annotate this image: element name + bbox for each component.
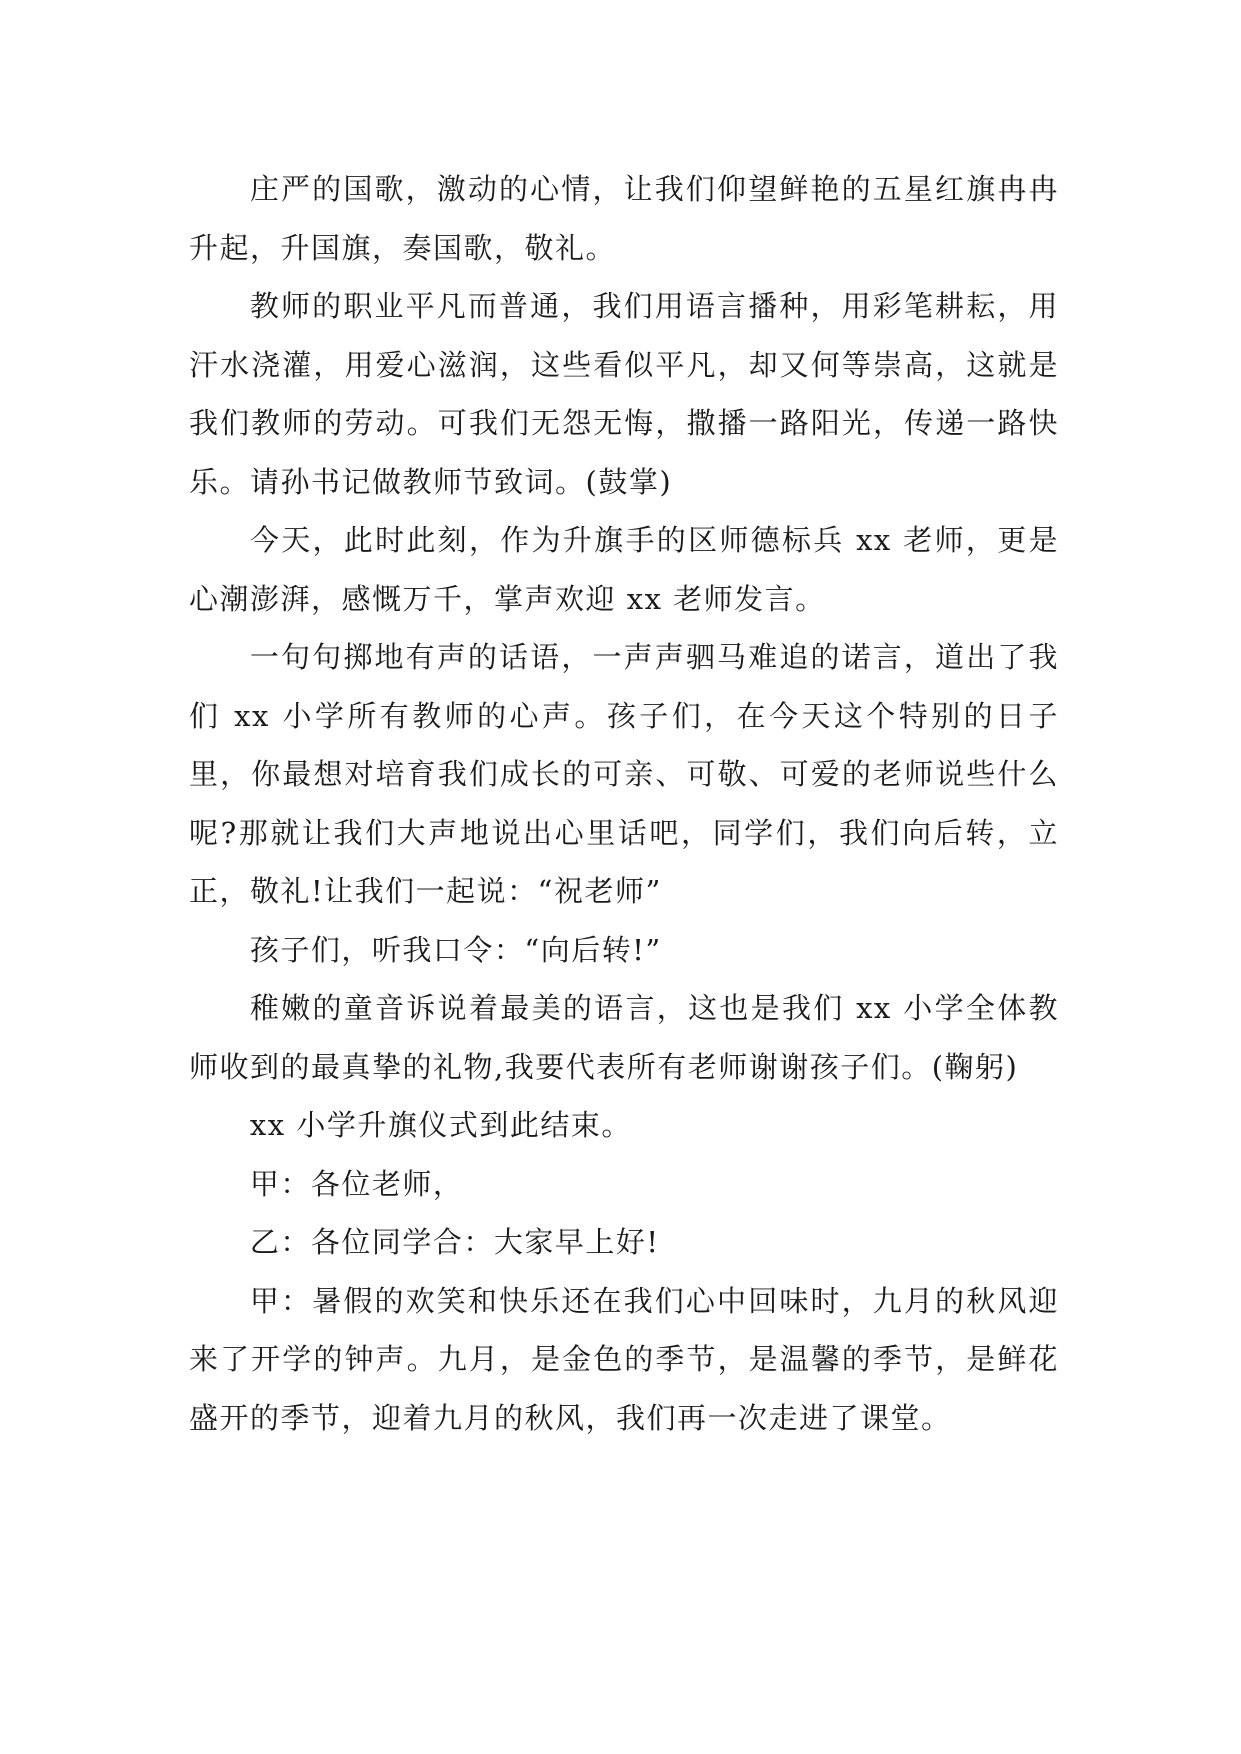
paragraph: 庄严的国歌，激动的心情，让我们仰望鲜艳的五星红旗冉冉升起，升国旗，奏国歌，敬礼。 [189,172,1059,265]
document-body [189,160,1059,1447]
paragraph: 今天，此时此刻，作为升旗手的区师德标兵 xx 老师，更是心潮澎湃，感慨万千，掌声欢迎 xx 老师发言。 [189,523,1059,616]
paragraph: 稚嫩的童音诉说着最美的语言，这也是我们 xx 小学全体教师收到的最真挚的礼物,我要代表所有老师谢谢孩子们。(鞠躬) [189,991,1059,1084]
paragraph: 甲：各位老师， [249,1166,464,1201]
paragraph: xx 小学升旗仪式到此结束。 [249,1108,632,1142]
paragraph: 教师的职业平凡而普通，我们用语言播种，用彩笔耕耘，用汗水浇灌，用爱心滋润，这些看似平凡，却又何等崇高，这就是我们教师的劳动。可我们无怨无悔，撒播一路阳光，传递一路快乐。请孙书记做教师节致词。(鼓掌) [189,289,1059,499]
paragraph: 乙：各位同学合：大家早上好! [249,1225,660,1259]
paragraph: 甲：暑假的欢笑和快乐还在我们心中回味时，九月的秋风迎来了开学的钟声。九月，是金色的季节，是温馨的季节，是鲜花盛开的季节，迎着九月的秋风，我们再一次走进了课堂。 [189,1283,1059,1435]
paragraph: 一句句掷地有声的话语，一声声驷马难追的诺言，道出了我们 xx 小学所有教师的心声。孩子们，在今天这个特别的日子里，你最想对培育我们成长的可亲、可敬、可爱的老师说些什么呢?那就让我们大声地说出心里话吧，同学们，我们向后转，立正，敬礼!让我们一起说：“祝老师” [189,640,1059,908]
paragraph: 孩子们，听我口令：“向后转!” [249,932,662,967]
